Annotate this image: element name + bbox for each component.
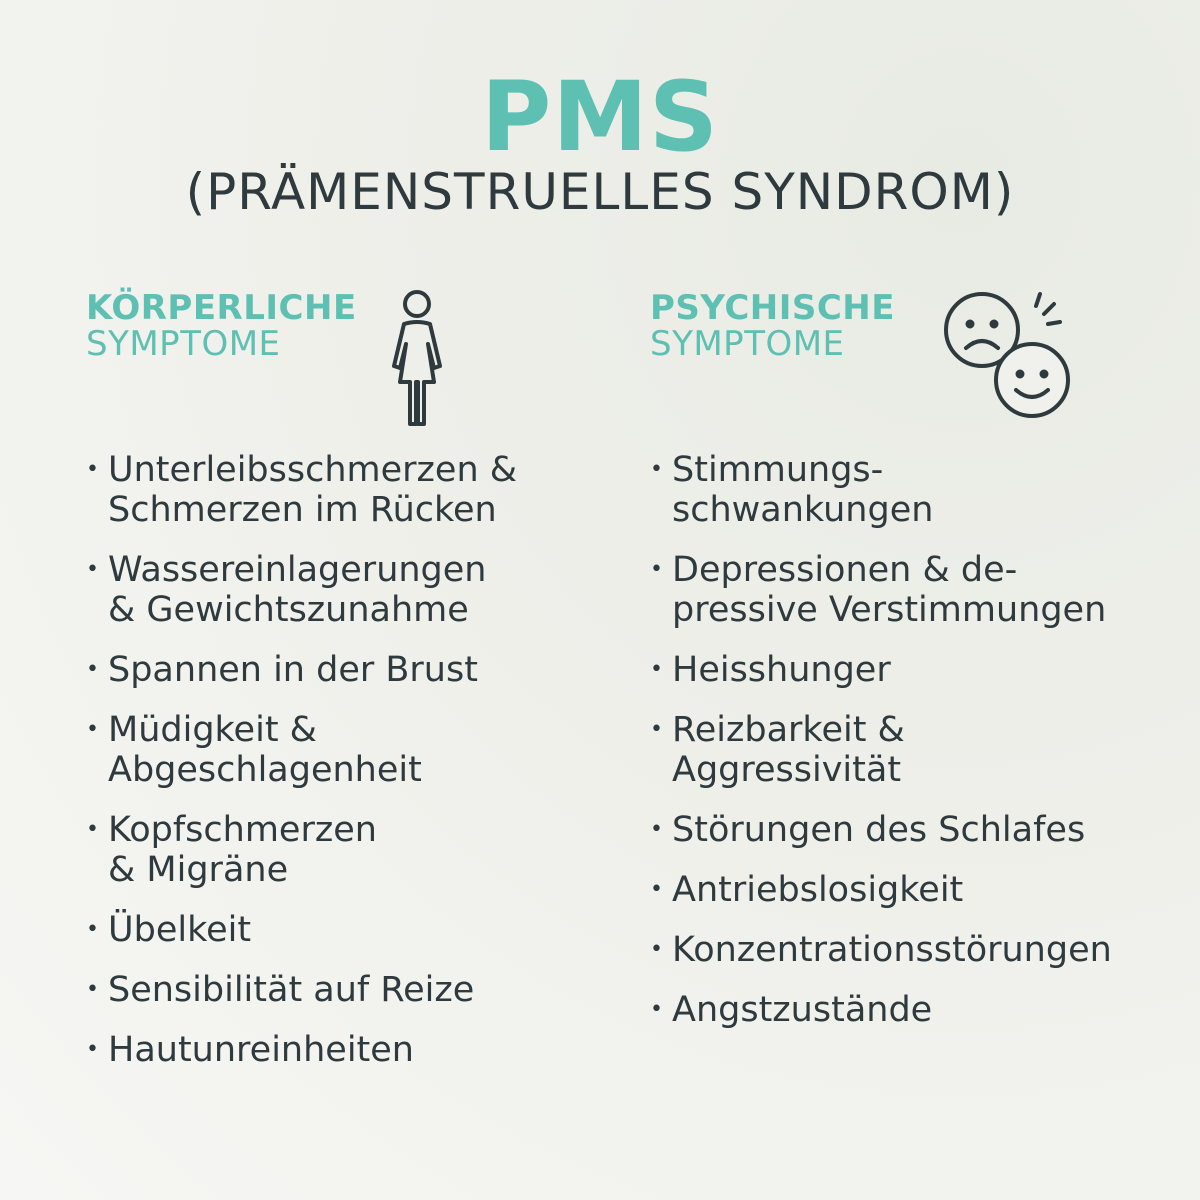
physical-symptoms-list [86, 450, 606, 1070]
psychological-heading [650, 290, 1190, 450]
physical-heading-bold: KÖRPERLICHE [86, 288, 357, 328]
physical-symptoms-column [86, 290, 606, 1090]
list-item: • Antriebslosigkeit [650, 870, 1190, 910]
list-item: • Kopfschmerzen & Migräne [86, 810, 606, 890]
list-item: • Konzentrationsstörungen [650, 930, 1190, 970]
psychological-heading-light: SYMPTOME [650, 324, 845, 364]
list-item: • Sensibilität auf Reize [86, 970, 606, 1010]
physical-heading [86, 290, 606, 450]
list-item: • Störungen des Schlafes [650, 810, 1190, 850]
physical-heading-light: SYMPTOME [86, 324, 281, 364]
list-item: • Angstzustände [650, 990, 1190, 1030]
list-item: • Heisshunger [650, 650, 1190, 690]
list-item: • Wassereinlagerungen & Gewichtszunahme [86, 550, 606, 630]
woman-icon [382, 290, 452, 430]
psychological-heading-bold: PSYCHISCHE [650, 288, 895, 328]
list-item: • Stimmungs- schwankungen [650, 450, 1190, 530]
psychological-symptoms-column [650, 290, 1190, 1050]
list-item: • Übelkeit [86, 910, 606, 950]
list-item: • Depressionen & de- pressive Verstimmungen [650, 550, 1190, 630]
page-subtitle: (PRÄMENSTRUELLES SYNDROM) [185, 163, 1015, 221]
list-item: • Hautunreinheiten [86, 1030, 606, 1070]
list-item: • Reizbarkeit & Aggressivität [650, 710, 1190, 790]
page-title: PMS [480, 61, 720, 173]
list-item: • Müdigkeit & Abgeschlagenheit [86, 710, 606, 790]
list-item: • Spannen in der Brust [86, 650, 606, 690]
list-item: • Unterleibsschmerzen & Schmerzen im Rücken [86, 450, 606, 530]
psychological-symptoms-list [650, 450, 1190, 1030]
sad-happy-faces-icon [940, 288, 1080, 418]
